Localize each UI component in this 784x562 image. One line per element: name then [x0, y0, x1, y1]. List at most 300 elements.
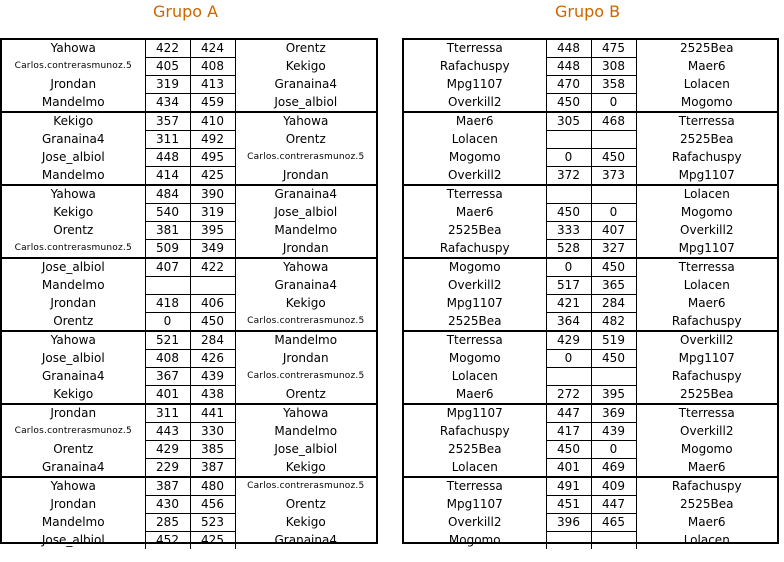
away-player: Carlos.contrerasmunoz.5	[247, 152, 365, 162]
away-score: 441	[190, 404, 235, 423]
match-row	[404, 131, 777, 149]
round-block	[2, 112, 376, 185]
away-score: 469	[591, 459, 636, 478]
away-player: Maer6	[687, 459, 726, 474]
home-score: 509	[145, 240, 190, 259]
home-player: Lolacen	[451, 132, 498, 146]
home-player: Mpg1107	[446, 497, 503, 511]
away-player: Mandelmo	[274, 424, 338, 438]
away-score	[190, 277, 235, 295]
away-score: 0	[591, 204, 636, 222]
away-player: Mpg1107	[678, 351, 735, 365]
away-player: Yahowa	[235, 404, 376, 423]
away-score: 358	[591, 76, 636, 94]
away-player: Orentz	[285, 41, 326, 56]
home-player: Mpg1107	[446, 296, 503, 310]
away-score: 373	[591, 167, 636, 186]
home-score	[546, 368, 591, 386]
away-score: 495	[190, 149, 235, 167]
match-row	[404, 149, 777, 167]
away-score: 406	[190, 295, 235, 313]
match-row	[2, 94, 376, 113]
home-score: 229	[145, 459, 190, 478]
away-score: 480	[190, 477, 235, 496]
home-score: 285	[145, 514, 190, 532]
match-row	[2, 40, 376, 58]
away-score: 425	[190, 532, 235, 550]
home-score: 417	[546, 423, 591, 441]
home-player: Overkill2	[448, 167, 502, 182]
away-score: 450	[190, 313, 235, 332]
away-score: 0	[591, 441, 636, 459]
away-score: 450	[591, 149, 636, 167]
home-score: 422	[145, 40, 190, 58]
home-score: 452	[145, 532, 190, 550]
away-score: 365	[591, 277, 636, 295]
home-score: 443	[145, 423, 190, 441]
match-row	[2, 496, 376, 514]
match-row	[404, 496, 777, 514]
away-score: 519	[591, 331, 636, 350]
home-score: 470	[546, 76, 591, 94]
match-row	[2, 185, 376, 204]
home-player: Jrondan	[2, 404, 145, 423]
match-row	[404, 368, 777, 386]
match-row	[2, 532, 376, 550]
away-player: Lolacen	[683, 532, 730, 547]
home-player: Mpg1107	[404, 404, 546, 423]
home-player: Mogomo	[404, 258, 546, 277]
away-player: Granaina4	[235, 185, 376, 204]
away-player: Carlos.contrerasmunoz.5	[235, 477, 376, 496]
home-player: Carlos.contrerasmunoz.5	[14, 242, 132, 253]
home-player: Orentz	[53, 442, 94, 456]
round-block	[404, 185, 777, 258]
home-score	[546, 185, 591, 204]
group-a-results	[2, 40, 376, 549]
home-score: 434	[145, 94, 190, 113]
match-row	[404, 386, 777, 405]
home-player: Kekigo	[53, 386, 94, 401]
match-row	[2, 331, 376, 350]
home-player: Kekigo	[53, 205, 94, 219]
home-player: Yahowa	[2, 477, 145, 496]
round-block	[404, 258, 777, 331]
away-score: 284	[190, 331, 235, 350]
away-player: Maer6	[687, 515, 726, 529]
match-row	[2, 149, 376, 167]
away-player: Jrondan	[282, 167, 329, 182]
away-player: Rafachuspy	[671, 150, 742, 164]
home-player: Jose_albiol	[41, 351, 105, 365]
match-row	[404, 404, 777, 423]
away-player: Carlos.contrerasmunoz.5	[247, 371, 365, 381]
match-row	[404, 331, 777, 350]
match-row	[404, 222, 777, 240]
match-row	[2, 350, 376, 368]
match-row	[404, 459, 777, 478]
away-player: Orentz	[285, 497, 326, 511]
match-row	[2, 240, 376, 259]
home-score: 448	[145, 149, 190, 167]
away-score: 349	[190, 240, 235, 259]
away-score: 308	[591, 58, 636, 76]
away-player: 2525Bea	[679, 41, 734, 56]
home-player: Carlos.contrerasmunoz.5	[14, 61, 132, 71]
away-player: Mandelmo	[274, 223, 338, 237]
match-row	[2, 404, 376, 423]
away-player: Lolacen	[683, 278, 730, 292]
match-row	[2, 112, 376, 131]
match-row	[2, 368, 376, 386]
away-score	[591, 185, 636, 204]
round-block	[2, 331, 376, 404]
home-score: 272	[546, 386, 591, 405]
home-score: 333	[546, 222, 591, 240]
home-player: Overkill2	[448, 278, 502, 292]
match-row	[404, 532, 777, 550]
away-score: 330	[190, 423, 235, 441]
match-row	[404, 350, 777, 368]
home-player: Mpg1107	[446, 77, 503, 91]
away-player: 2525Bea	[679, 386, 734, 401]
match-row	[2, 477, 376, 496]
away-score: 456	[190, 496, 235, 514]
away-player: Granaina4	[274, 77, 337, 91]
away-player: 2525Bea	[679, 497, 734, 511]
home-score	[145, 277, 190, 295]
match-row	[404, 58, 777, 76]
away-score	[591, 532, 636, 550]
away-player: Kekigo	[285, 459, 326, 474]
match-row	[2, 204, 376, 222]
away-player: Tterressa	[636, 404, 777, 423]
away-score: 459	[190, 94, 235, 113]
away-score: 468	[591, 112, 636, 131]
home-player: Overkill2	[448, 515, 502, 529]
away-score: 387	[190, 459, 235, 478]
match-row	[404, 423, 777, 441]
away-player: Rafachuspy	[671, 313, 742, 328]
home-player: 2525Bea	[447, 313, 502, 328]
home-player: Jrondan	[50, 497, 97, 511]
match-row	[2, 167, 376, 186]
away-score: 482	[591, 313, 636, 332]
match-row	[404, 258, 777, 277]
home-score: 372	[546, 167, 591, 186]
away-player: Lolacen	[683, 77, 730, 91]
match-row	[404, 94, 777, 113]
away-score: 327	[591, 240, 636, 259]
away-player: Overkill2	[680, 424, 734, 438]
away-player: Mogomo	[680, 205, 733, 219]
home-score: 517	[546, 277, 591, 295]
match-row	[404, 40, 777, 58]
match-row	[404, 295, 777, 313]
home-player: Jose_albiol	[2, 258, 145, 277]
away-player: Mogomo	[680, 442, 733, 456]
away-player: Yahowa	[235, 112, 376, 131]
away-player: Orentz	[285, 132, 326, 146]
match-row	[404, 112, 777, 131]
match-row	[2, 222, 376, 240]
away-score: 409	[591, 477, 636, 496]
home-player: Rafachuspy	[439, 59, 510, 73]
round-block	[2, 404, 376, 477]
round-block	[404, 331, 777, 404]
away-score: 426	[190, 350, 235, 368]
away-player: Maer6	[687, 59, 726, 73]
match-row	[2, 277, 376, 295]
away-score: 395	[591, 386, 636, 405]
home-player: Tterressa	[404, 331, 546, 350]
away-player: Tterressa	[636, 112, 777, 131]
home-player: Mandelmo	[41, 94, 105, 109]
home-score: 364	[546, 313, 591, 332]
match-row	[2, 386, 376, 405]
away-score: 410	[190, 112, 235, 131]
home-player: Jrondan	[50, 77, 97, 91]
group-a-table	[0, 38, 378, 547]
away-player: Kekigo	[285, 515, 326, 529]
home-score: 0	[546, 258, 591, 277]
round-block	[404, 477, 777, 549]
home-player: Mandelmo	[41, 515, 105, 529]
home-score: 447	[546, 404, 591, 423]
match-row	[2, 58, 376, 76]
away-player: Rafachuspy	[636, 477, 777, 496]
round-block	[2, 185, 376, 258]
match-row	[2, 295, 376, 313]
home-player: Granaina4	[42, 132, 105, 146]
away-player: Granaina4	[274, 532, 337, 547]
away-player: Granaina4	[274, 278, 337, 292]
away-score: 465	[591, 514, 636, 532]
away-player: Kekigo	[285, 296, 326, 310]
away-player: Mandelmo	[235, 331, 376, 350]
away-player: Lolacen	[636, 185, 777, 204]
away-score: 408	[190, 58, 235, 76]
home-player: Maer6	[455, 205, 494, 219]
away-player: Yahowa	[235, 258, 376, 277]
away-score: 369	[591, 404, 636, 423]
home-score: 421	[546, 295, 591, 313]
away-score: 407	[591, 222, 636, 240]
away-score: 422	[190, 258, 235, 277]
home-player: Overkill2	[448, 94, 502, 109]
home-player: Lolacen	[451, 369, 498, 383]
match-row	[404, 240, 777, 259]
home-player: Rafachuspy	[439, 240, 510, 255]
home-score: 429	[145, 441, 190, 459]
home-score: 540	[145, 204, 190, 222]
home-player: Tterressa	[404, 477, 546, 496]
home-score: 396	[546, 514, 591, 532]
home-player: Orentz	[53, 313, 94, 328]
home-score: 405	[145, 58, 190, 76]
home-player: Yahowa	[2, 185, 145, 204]
home-score: 491	[546, 477, 591, 496]
home-score: 311	[145, 404, 190, 423]
match-row	[404, 76, 777, 94]
group-a-title: Grupo A	[153, 2, 219, 21]
match-row	[2, 131, 376, 149]
home-player: Mogomo	[448, 351, 501, 365]
round-block	[404, 112, 777, 185]
round-block	[404, 404, 777, 477]
home-score: 521	[145, 331, 190, 350]
away-player: Maer6	[687, 296, 726, 310]
round-block	[2, 477, 376, 549]
away-score: 439	[190, 368, 235, 386]
away-player: Jose_albiol	[274, 205, 338, 219]
match-row	[404, 167, 777, 186]
away-score: 284	[591, 295, 636, 313]
home-score: 450	[546, 441, 591, 459]
match-row	[404, 441, 777, 459]
home-score: 0	[546, 149, 591, 167]
group-b-table	[402, 38, 779, 547]
round-block	[404, 40, 777, 112]
home-player: 2525Bea	[447, 223, 502, 237]
away-score: 385	[190, 441, 235, 459]
home-score: 0	[546, 350, 591, 368]
match-row	[404, 204, 777, 222]
match-row	[2, 514, 376, 532]
home-score: 407	[145, 258, 190, 277]
home-score: 319	[145, 76, 190, 94]
away-score	[591, 368, 636, 386]
home-score: 450	[546, 94, 591, 113]
away-score: 492	[190, 131, 235, 149]
home-player: Granaina4	[42, 459, 105, 474]
away-player: Kekigo	[285, 59, 326, 73]
home-score	[546, 131, 591, 149]
away-score: 439	[591, 423, 636, 441]
home-player: Maer6	[455, 386, 494, 401]
away-score	[591, 131, 636, 149]
home-player: Lolacen	[451, 459, 498, 474]
home-score: 414	[145, 167, 190, 186]
round-block	[2, 40, 376, 112]
away-player: Jrondan	[282, 240, 329, 255]
away-player: Orentz	[285, 386, 326, 401]
home-score: 0	[145, 313, 190, 332]
away-player: Jose_albiol	[274, 94, 338, 109]
home-player: Mogomo	[448, 150, 501, 164]
away-score: 450	[591, 258, 636, 277]
away-player: Jrondan	[282, 351, 329, 365]
home-score: 450	[546, 204, 591, 222]
away-player: Overkill2	[680, 223, 734, 237]
away-score: 395	[190, 222, 235, 240]
match-row	[2, 459, 376, 478]
home-score	[546, 532, 591, 550]
home-player: Mandelmo	[41, 278, 105, 292]
match-row	[404, 477, 777, 496]
home-player: Jrondan	[50, 296, 97, 310]
home-score: 408	[145, 350, 190, 368]
away-player: Rafachuspy	[671, 369, 742, 383]
away-score: 438	[190, 386, 235, 405]
home-score: 448	[546, 40, 591, 58]
match-row	[2, 313, 376, 332]
away-player: 2525Bea	[679, 132, 734, 146]
home-score: 528	[546, 240, 591, 259]
away-player: Tterressa	[636, 258, 777, 277]
home-player: Mandelmo	[41, 167, 105, 182]
home-score: 401	[546, 459, 591, 478]
away-score: 390	[190, 185, 235, 204]
home-score: 448	[546, 58, 591, 76]
home-player: Orentz	[53, 223, 94, 237]
home-score: 430	[145, 496, 190, 514]
away-player: Carlos.contrerasmunoz.5	[247, 315, 365, 326]
home-player: Tterressa	[446, 41, 503, 56]
away-player: Mpg1107	[678, 167, 735, 182]
home-score: 401	[145, 386, 190, 405]
home-player: 2525Bea	[447, 442, 502, 456]
away-score: 425	[190, 167, 235, 186]
home-score: 367	[145, 368, 190, 386]
group-b-results	[404, 40, 777, 549]
away-score: 450	[591, 350, 636, 368]
home-player: Yahowa	[50, 41, 96, 56]
home-score: 357	[145, 112, 190, 131]
group-b-title: Grupo B	[555, 2, 621, 21]
match-row	[404, 514, 777, 532]
home-score: 451	[546, 496, 591, 514]
home-score: 305	[546, 112, 591, 131]
away-score: 0	[591, 94, 636, 113]
home-score: 381	[145, 222, 190, 240]
home-score: 418	[145, 295, 190, 313]
match-row	[2, 441, 376, 459]
home-score: 429	[546, 331, 591, 350]
away-player: Jose_albiol	[274, 442, 338, 456]
away-player: Mogomo	[680, 94, 733, 109]
match-row	[404, 313, 777, 332]
away-score: 475	[591, 40, 636, 58]
away-player: Overkill2	[636, 331, 777, 350]
home-player: Mogomo	[448, 532, 501, 547]
home-score: 484	[145, 185, 190, 204]
away-score: 447	[591, 496, 636, 514]
home-player: Kekigo	[2, 112, 145, 131]
away-score: 319	[190, 204, 235, 222]
home-score: 387	[145, 477, 190, 496]
home-player: Carlos.contrerasmunoz.5	[14, 426, 132, 436]
home-player: Maer6	[404, 112, 546, 131]
match-row	[404, 185, 777, 204]
home-player: Granaina4	[42, 369, 105, 383]
match-row	[2, 76, 376, 94]
away-score: 413	[190, 76, 235, 94]
away-score: 424	[190, 40, 235, 58]
match-row	[404, 277, 777, 295]
match-row	[2, 423, 376, 441]
home-player: Yahowa	[2, 331, 145, 350]
home-player: Jose_albiol	[41, 150, 105, 164]
away-player: Mpg1107	[678, 240, 735, 255]
away-score: 523	[190, 514, 235, 532]
match-row	[2, 258, 376, 277]
round-block	[2, 258, 376, 331]
home-player: Tterressa	[404, 185, 546, 204]
home-player: Rafachuspy	[439, 424, 510, 438]
home-score: 311	[145, 131, 190, 149]
home-player: Jose_albiol	[41, 532, 105, 547]
